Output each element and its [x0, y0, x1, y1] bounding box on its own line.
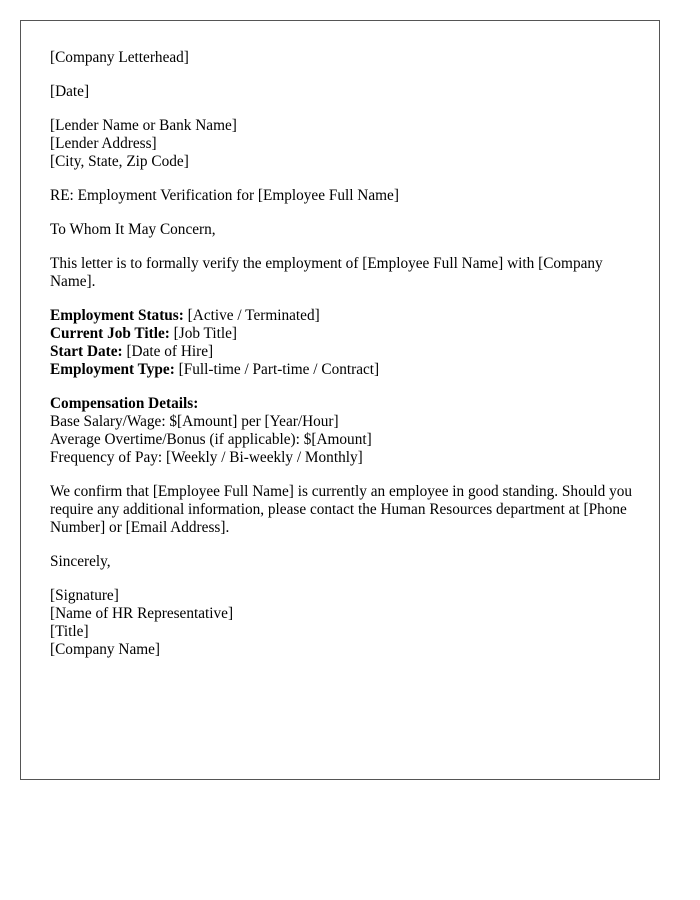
signature-block [50, 587, 640, 659]
employment-status-label: Employment Status: [50, 307, 184, 324]
hr-representative-name: [Name of HR Representative] [50, 605, 234, 622]
compensation-details [50, 395, 640, 467]
letter-page [20, 20, 660, 780]
employment-status-value: [Active / Terminated] [183, 307, 320, 324]
job-title-label: Current Job Title: [50, 325, 170, 342]
overtime-bonus-line: Average Overtime/Bonus (if applicable): $[Amount] [50, 431, 372, 448]
start-date-row [50, 343, 640, 361]
closing: Sincerely, [50, 553, 111, 570]
job-title-value: [Job Title] [169, 325, 237, 342]
intro-paragraph: This letter is to formally verify the employment of [Employee Full Name] with [Company Name]. [50, 255, 603, 290]
pay-frequency-line: Frequency of Pay: [Weekly / Bi-weekly / Monthly] [50, 449, 363, 466]
signature: [Signature] [50, 587, 119, 604]
compensation-heading: Compensation Details: [50, 395, 199, 412]
start-date-label: Start Date: [50, 343, 123, 360]
recipient-block [50, 117, 640, 171]
employment-status-row [50, 307, 640, 325]
employment-details [50, 307, 640, 379]
base-salary-line: Base Salary/Wage: $[Amount] per [Year/Hour] [50, 413, 339, 430]
signature-company-name: [Company Name] [50, 641, 161, 658]
lender-name: [Lender Name or Bank Name] [50, 117, 237, 134]
hr-representative-title: [Title] [50, 623, 89, 640]
job-title-row [50, 325, 640, 343]
lender-address: [Lender Address] [50, 135, 157, 152]
letter-date: [Date] [50, 83, 90, 100]
salutation: To Whom It May Concern, [50, 221, 216, 238]
confirmation-paragraph: We confirm that [Employee Full Name] is currently an employee in good standing. Should you require any additional information, please contact the Human Resources department at [Phone Number] or [Email Address]. [50, 483, 633, 536]
start-date-value: [Date of Hire] [122, 343, 214, 360]
subject-line: RE: Employment Verification for [Employee Full Name] [50, 187, 399, 204]
lender-city-state-zip: [City, State, Zip Code] [50, 153, 189, 170]
letter-body [50, 49, 640, 675]
employment-type-label: Employment Type: [50, 361, 175, 378]
employment-type-row [50, 361, 640, 379]
employment-type-value: [Full-time / Part-time / Contract] [174, 361, 380, 378]
company-letterhead: [Company Letterhead] [50, 49, 189, 66]
